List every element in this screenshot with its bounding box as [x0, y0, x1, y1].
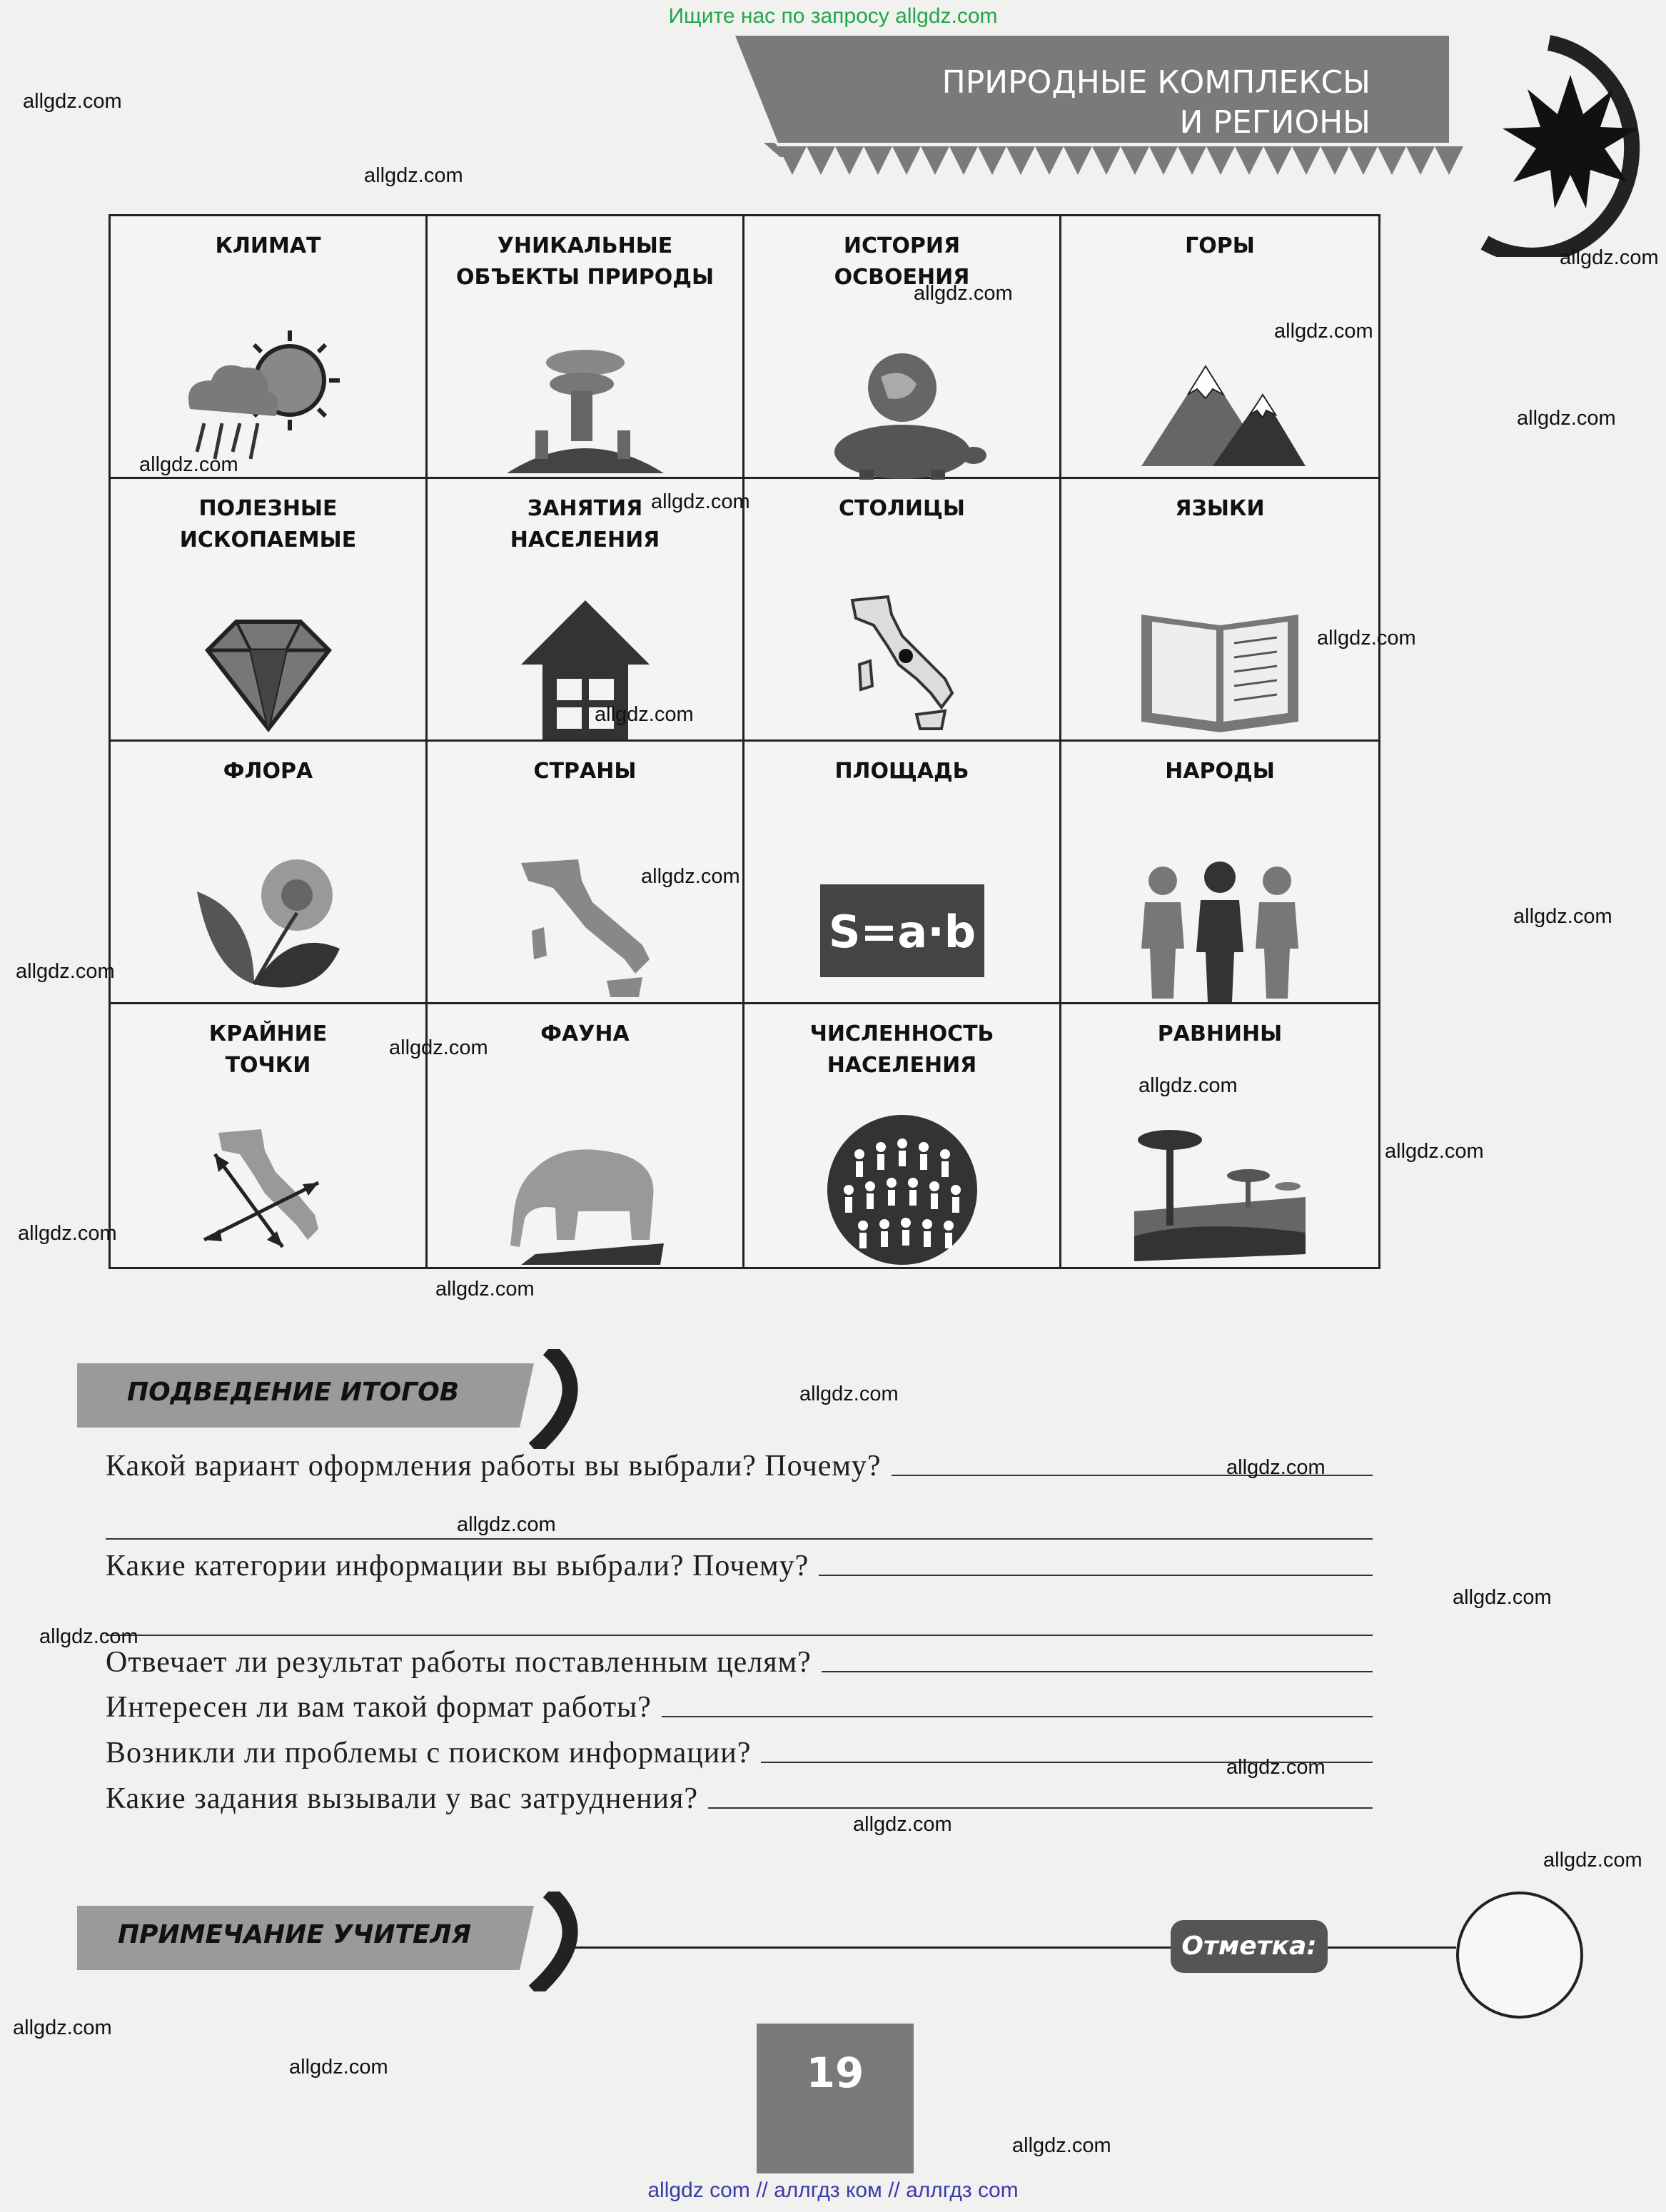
cell-label: ФЛОРА [223, 759, 313, 784]
watermark: allgdz.com [23, 90, 122, 113]
grid-cell-flora [111, 742, 428, 1004]
cell-label: ПЛОЩАДЬ [834, 759, 969, 784]
open-book-icon [1127, 586, 1313, 743]
watermark: allgdz.com [13, 2016, 112, 2039]
cell-label: СТРАНЫ [533, 759, 637, 784]
watermark: allgdz.com [1012, 2134, 1111, 2157]
elephant-icon [493, 1111, 678, 1268]
rock-formation-icon [493, 323, 678, 480]
grid-cell-plains [1061, 1004, 1378, 1267]
header-band-teeth [764, 146, 1463, 175]
question-row-4 [106, 1690, 1373, 1724]
watermark: allgdz.com [1139, 1074, 1238, 1097]
population-icon [809, 1111, 995, 1268]
section-title [785, 63, 1370, 143]
flower-icon [176, 849, 361, 1006]
mountains-icon [1127, 323, 1313, 480]
question-row-6 [106, 1782, 1373, 1816]
watermark: allgdz.com [139, 453, 238, 476]
watermark: allgdz.com [1274, 320, 1373, 343]
cell-label: ИСТОРИЯ ОСВОЕНИЯ [834, 233, 970, 290]
teacher-note-line [571, 1946, 1171, 1949]
watermark: allgdz.com [853, 1813, 952, 1836]
grid-cell-climate [111, 216, 428, 479]
answer-line[interactable] [708, 1807, 1373, 1809]
watermark: allgdz.com [435, 1278, 535, 1301]
extreme-points-map-icon [176, 1111, 361, 1268]
watermark: allgdz.com [18, 1222, 117, 1245]
watermark: allgdz.com [16, 960, 115, 983]
watermark: allgdz.com [595, 703, 694, 726]
sun-emblem-icon [1442, 29, 1656, 257]
question-text: Какие категории информации вы выбрали? Почему? [106, 1550, 809, 1582]
cell-label: НАРОДЫ [1165, 759, 1275, 784]
question-row-2 [106, 1549, 1373, 1583]
category-grid [108, 214, 1380, 1269]
watermark: allgdz.com [364, 164, 463, 187]
grid-cell-extreme-points [111, 1004, 428, 1267]
globe-on-turtle-icon [809, 323, 995, 480]
answer-line[interactable] [819, 1574, 1373, 1576]
watermark: allgdz.com [1517, 407, 1616, 430]
cell-label: ЧИСЛЕННОСТЬ НАСЕЛЕНИЯ [809, 1021, 994, 1078]
watermark: allgdz.com [641, 865, 740, 888]
question-row-1 [106, 1449, 1373, 1483]
section-title-line2: И РЕГИОНЫ [1179, 104, 1370, 141]
watermark: allgdz.com [1226, 1756, 1326, 1779]
grid-cell-minerals [111, 479, 428, 742]
question-text: Возникли ли проблемы с поиском информации? [106, 1737, 752, 1769]
section-title-line1: ПРИРОДНЫЕ КОМПЛЕКСЫ [941, 64, 1370, 101]
watermark: allgdz.com [1543, 1849, 1642, 1872]
area-formula-text: S=a·b [828, 906, 976, 958]
question-text: Интересен ли вам такой формат работы? [106, 1691, 652, 1724]
grid-cell-peoples [1061, 742, 1378, 1004]
question-text: Какие задания вызывали у вас затруднения? [106, 1782, 698, 1815]
watermark: allgdz.com [651, 490, 750, 513]
grid-cell-area [744, 742, 1061, 1004]
grid-cell-occupations [428, 479, 744, 742]
summary-title: ПОДВЕДЕНИЕ ИТОГОВ [127, 1378, 460, 1407]
page-number: 19 [806, 2049, 864, 2097]
plains-icon [1127, 1111, 1313, 1268]
cell-label: ЯЗЫКИ [1175, 496, 1265, 521]
cell-label: ГОРЫ [1185, 233, 1255, 258]
grid-cell-capitals [744, 479, 1061, 742]
bottom-links[interactable]: allgdz com // аллгдз ком // аллгдз com [647, 2178, 1019, 2202]
mark-circle[interactable] [1456, 1892, 1583, 2019]
top-banner-link[interactable]: Ищите нас по запросу allgdz.com [668, 4, 998, 28]
watermark: allgdz.com [389, 1036, 488, 1059]
mark-connector-line [1328, 1946, 1456, 1949]
area-formula-icon [809, 849, 995, 1006]
watermark: allgdz.com [289, 2056, 388, 2079]
watermark: allgdz.com [1453, 1586, 1552, 1609]
cell-label: КЛИМАТ [215, 233, 321, 258]
watermark: allgdz.com [914, 282, 1013, 305]
people-icon [1127, 849, 1313, 1006]
question-row-3 [106, 1645, 1373, 1680]
question-text: Какой вариант оформления работы вы выбрали? Почему? [106, 1450, 882, 1483]
watermark: allgdz.com [1560, 246, 1659, 269]
gem-icon [176, 586, 361, 743]
watermark: allgdz.com [799, 1383, 899, 1405]
answer-line[interactable] [106, 1538, 1373, 1540]
grid-cell-languages [1061, 479, 1378, 742]
cell-label: ЗАНЯТИЯ НАСЕЛЕНИЯ [510, 496, 660, 552]
watermark: allgdz.com [1226, 1456, 1326, 1479]
cell-label: УНИКАЛЬНЫЕ ОБЪЕКТЫ ПРИРОДЫ [455, 233, 715, 290]
watermark: allgdz.com [1317, 627, 1416, 650]
grid-cell-mountains [1061, 216, 1378, 479]
question-text: Отвечает ли результат работы поставленным целям? [106, 1646, 812, 1679]
watermark: allgdz.com [457, 1513, 556, 1536]
grid-cell-unique-objects [428, 216, 744, 479]
mark-label: Отметка: [1171, 1920, 1328, 1973]
cell-label: ФАУНА [540, 1021, 630, 1046]
map-capital-icon [809, 586, 995, 743]
answer-line[interactable] [106, 1635, 1373, 1636]
grid-cell-population [744, 1004, 1061, 1267]
page-number-box [757, 2024, 914, 2173]
watermark: allgdz.com [39, 1625, 138, 1648]
watermark: allgdz.com [1385, 1140, 1484, 1163]
answer-line[interactable] [662, 1715, 1373, 1717]
answer-line[interactable] [822, 1670, 1373, 1672]
question-row-5 [106, 1736, 1373, 1770]
cell-label: СТОЛИЦЫ [839, 496, 965, 521]
cell-label: КРАЙНИЕ ТОЧКИ [208, 1021, 328, 1078]
teacher-note-title: ПРИМЕЧАНИЕ УЧИТЕЛЯ [118, 1920, 472, 1949]
watermark: allgdz.com [1513, 905, 1612, 928]
grid-cell-history [744, 216, 1061, 479]
cell-label: ПОЛЕЗНЫЕ ИСКОПАЕМЫЕ [179, 496, 357, 552]
cell-label: РАВНИНЫ [1157, 1021, 1283, 1046]
